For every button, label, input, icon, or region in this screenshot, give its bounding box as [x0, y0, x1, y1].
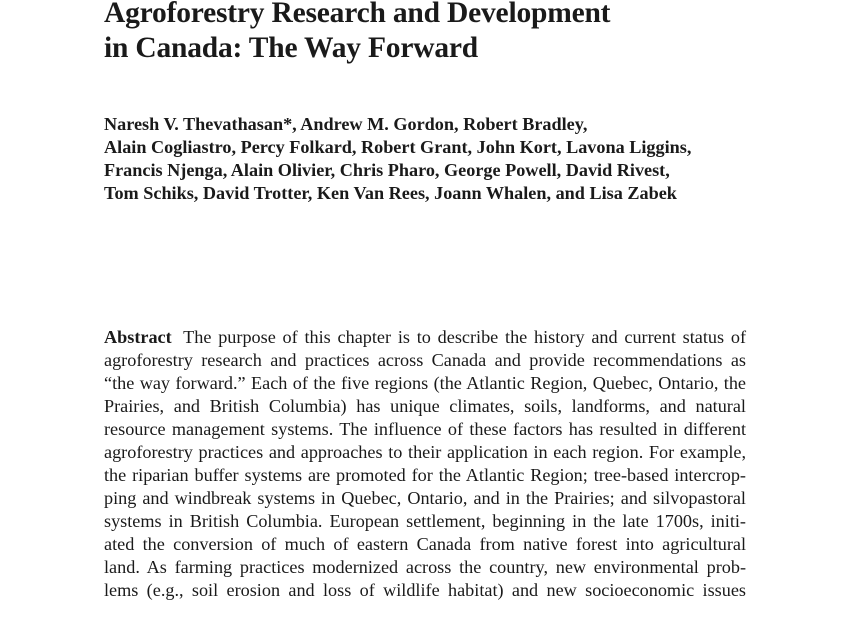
abstract-line: lems (e.g., soil erosion and loss of wildlife habitat) and new socioeconomic issues: [104, 580, 746, 600]
abstract-line: systems in British Columbia. European settlement, beginning in the late 1700s, initi-: [104, 511, 746, 531]
abstract-line: the riparian buffer systems are promoted for the Atlantic Region; tree-based intercrop-: [104, 465, 746, 485]
author-line: Naresh V. Thevathasan*, Andrew M. Gordon, Robert Bradley,: [104, 114, 588, 134]
abstract-line: ated the conversion of much of eastern Canada from native forest into agricultural: [104, 534, 746, 554]
abstract-line: Prairies, and British Columbia) has unique climates, soils, landforms, and natural: [104, 396, 746, 416]
abstract-label: Abstract: [104, 327, 172, 347]
author-line: Francis Njenga, Alain Olivier, Chris Pharo, George Powell, David Rivest,: [104, 160, 670, 180]
abstract-line: resource management systems. The influence of these factors has resulted in different: [104, 419, 746, 439]
chapter-title-line: in Canada: The Way Forward: [104, 32, 478, 64]
abstract-line: ping and windbreak systems in Quebec, Ontario, and in the Prairies; and silvopastoral: [104, 488, 746, 508]
abstract-text: The purpose of this chapter is to describe the history and current status of: [183, 327, 747, 347]
abstract-line: agroforestry practices and approaches to their application in each region. For example,: [104, 442, 746, 462]
author-line: Tom Schiks, David Trotter, Ken Van Rees, Joann Whalen, and Lisa Zabek: [104, 183, 677, 203]
chapter-title-line: Agroforestry Research and Development: [104, 0, 611, 29]
abstract-line: agroforestry research and practices across Canada and provide recommendations as: [104, 350, 746, 370]
author-line: Alain Cogliastro, Percy Folkard, Robert Grant, John Kort, Lavona Liggins,: [104, 137, 692, 157]
chapter-title: [104, 0, 804, 66]
abstract: [104, 326, 746, 602]
abstract-line: land. As farming practices modernized across the country, new environmental prob-: [104, 557, 746, 577]
abstract-line: “the way forward.” Each of the five regions (the Atlantic Region, Quebec, Ontario, the: [104, 373, 746, 393]
abstract-line: [104, 326, 746, 349]
author-list: [104, 113, 804, 205]
